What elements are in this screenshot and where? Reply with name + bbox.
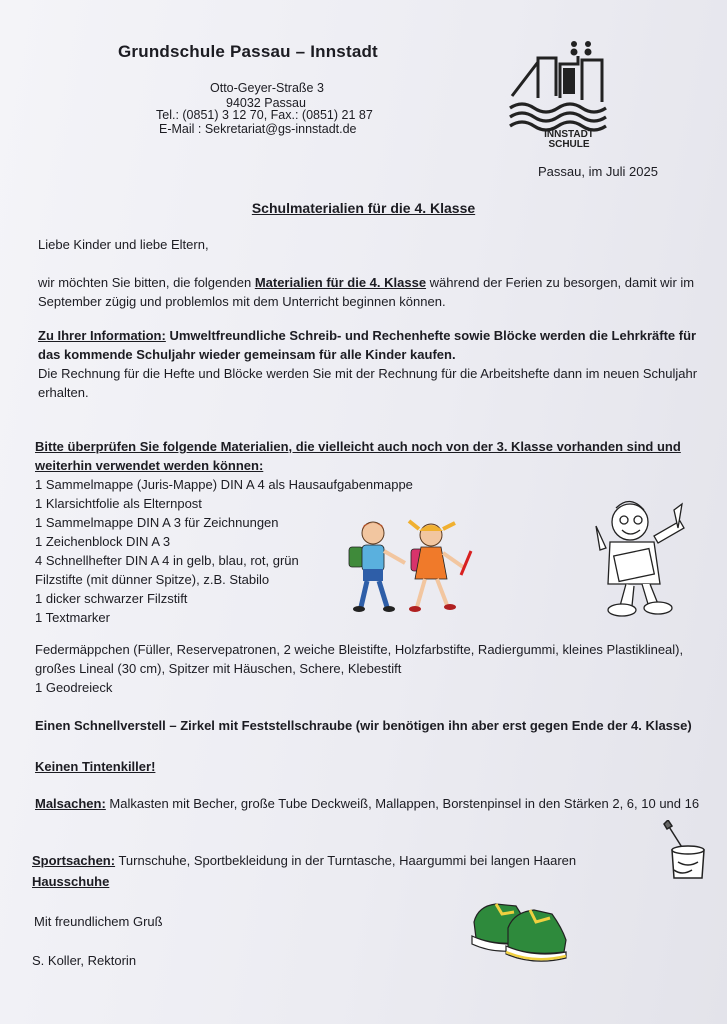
children-with-backpacks-icon	[343, 517, 483, 617]
school-email: E-Mail : Sekretariat@gs-innstadt.de	[159, 122, 357, 136]
pencil-case-line: großes Lineal (30 cm), Spitzer mit Häuschen, Schere, Klebestift	[35, 661, 402, 676]
letter-date: Passau, im Juli 2025	[538, 164, 658, 179]
intro-highlight: Materialien für die 4. Klasse	[254, 275, 427, 290]
checklist-heading: Bitte überprüfen Sie folgende Materialien, die vielleicht auch noch von der 3. Klasse vorhanden sind und weiterhin verwendet werden können:	[35, 439, 681, 473]
list-item: 1 Zeichenblock DIN A 3	[35, 534, 171, 549]
intro-paragraph	[38, 273, 708, 311]
closing-greeting: Mit freundlichem Gruß	[34, 914, 163, 929]
list-item: 1 Klarsichtfolie als Elternpost	[35, 496, 202, 511]
slippers-note: Hausschuhe	[32, 874, 110, 889]
info-normal-text: Die Rechnung für die Hefte und Blöcke werden Sie mit der Rechnung für die Arbeitshefte dann im neuen Schuljahr erhalten.	[38, 366, 698, 400]
logo-text-line2: SCHULE	[548, 139, 590, 148]
sport-label: Sportsachen:	[32, 853, 116, 868]
pencil-case-line: Federmäppchen (Füller, Reservepatronen, 2 weiche Bleistifte, Holzfarbstifte, Radiergummi, kleines Plastiklineal),	[35, 642, 684, 657]
compass-note: Einen Schnellverstell – Zirkel mit Feststellschraube (wir benötigen ihn aber erst gegen Ende der 4. Klasse)	[35, 718, 692, 733]
info-label: Zu Ihrer Information:	[38, 328, 166, 343]
pencil-case-line: 1 Geodreieck	[35, 680, 113, 695]
greeting: Liebe Kinder und liebe Eltern,	[38, 237, 209, 252]
paint-label: Malsachen:	[35, 796, 106, 811]
school-name: Grundschule Passau – Innstadt	[118, 42, 378, 61]
school-logo-icon	[508, 38, 608, 148]
boy-with-school-supplies-icon	[586, 498, 691, 620]
paint-supplies-paragraph	[35, 794, 715, 813]
list-item: 4 Schnellhefter DIN A 4 in gelb, blau, rot, grün	[35, 553, 299, 568]
list-item: 1 Sammelmappe (Juris-Mappe) DIN A 4 als Hausaufgabenmappe	[35, 477, 413, 492]
school-street: Otto-Geyer-Straße 3	[210, 81, 324, 95]
logo-text-line1: INNSTADT	[544, 129, 594, 140]
list-item: Filzstifte (mit dünner Spitze), z.B. Stabilo	[35, 572, 270, 587]
intro-before: wir möchten Sie bitten, die folgenden	[38, 275, 255, 290]
list-item: 1 Textmarker	[35, 610, 110, 625]
no-ink-killer-note: Keinen Tintenkiller!	[35, 759, 156, 774]
sport-text: Turnschuhe, Sportbekleidung in der Turntasche, Haargummi bei langen Haaren	[115, 853, 577, 868]
info-bold-text: Umweltfreundliche Schreib- und Rechenhefte sowie Blöcke werden die Lehrkräfte für das kommende Schuljahr wieder gemeinsam für alle Kinder kaufen.	[38, 328, 697, 362]
document-title: Schulmaterialien für die 4. Klasse	[251, 200, 476, 216]
list-item: 1 dicker schwarzer Filzstift	[35, 591, 188, 606]
school-city: 94032 Passau	[226, 96, 306, 110]
info-paragraph	[38, 326, 718, 402]
school-phone: Tel.: (0851) 3 12 70, Fax.: (0851) 21 87	[156, 108, 373, 122]
paint-text: Malkasten mit Becher, große Tube Deckweiß, Mallappen, Borstenpinsel in den Stärken 2, 6, 10 und 16	[105, 796, 700, 811]
intro-after: während der Ferien zu besorgen, damit wir im September zügig und problemlos mit dem Unterricht beginnen können.	[38, 275, 695, 309]
signature: S. Koller, Rektorin	[32, 953, 137, 968]
green-sneakers-icon	[468, 886, 570, 964]
sport-supplies-paragraph	[32, 851, 692, 870]
pencil-case-paragraph	[35, 640, 695, 697]
list-item: 1 Sammelmappe DIN A 3 für Zeichnungen	[35, 515, 279, 530]
